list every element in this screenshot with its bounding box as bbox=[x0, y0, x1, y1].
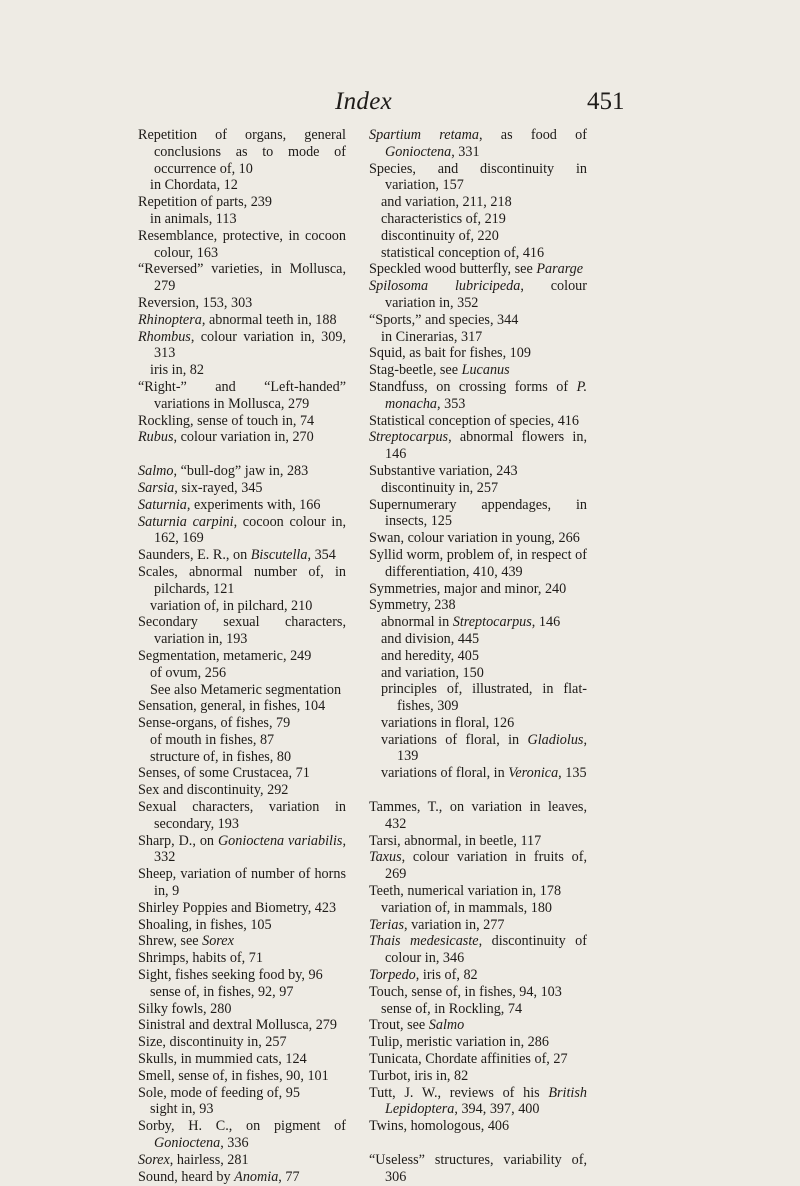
entry-text: sense of, in fishes, 92, 97 bbox=[150, 983, 294, 1000]
italic-term: Pararge bbox=[536, 261, 584, 278]
index-entry bbox=[138, 194, 346, 211]
entry-text: Sexual characters, variation in secondary, 193 bbox=[138, 799, 346, 832]
index-entry bbox=[369, 1068, 587, 1085]
entry-text: variations of floral, in bbox=[381, 765, 509, 782]
entry-text: Resemblance, protective, in cocoon colour, 163 bbox=[138, 227, 346, 261]
entry-text: statistical conception of, 416 bbox=[381, 244, 545, 261]
entry-text: Sight, fishes seeking food by, 96 bbox=[138, 967, 323, 984]
index-entry bbox=[369, 530, 587, 547]
index-column-left bbox=[138, 127, 346, 1185]
index-entry bbox=[369, 497, 587, 531]
italic-term: P. monacha bbox=[385, 378, 587, 412]
index-entry bbox=[138, 480, 346, 497]
entry-text: , discontinuity of colour in, 346 bbox=[385, 933, 587, 967]
index-subentry bbox=[138, 984, 346, 1001]
entry-text: sight in, 93 bbox=[150, 1101, 214, 1118]
italic-term: Streptocarpus bbox=[452, 614, 532, 631]
index-entry bbox=[138, 782, 346, 799]
index-entry bbox=[369, 345, 587, 362]
entry-text: , colour variation in, 270 bbox=[173, 429, 314, 446]
entry-text: Sound, heard by bbox=[138, 1168, 235, 1185]
entry-text: Sole, mode of feeding of, 95 bbox=[138, 1084, 300, 1101]
italic-term: Salmo bbox=[138, 463, 174, 480]
index-subentry bbox=[138, 665, 346, 682]
italic-term: British Lepidoptera bbox=[385, 1084, 587, 1118]
italic-term: Salmo bbox=[428, 1017, 465, 1034]
section-gap bbox=[369, 1135, 587, 1152]
entry-text: Reversion, 153, 303 bbox=[138, 294, 253, 311]
entry-text: Shoaling, in fishes, 105 bbox=[138, 916, 272, 933]
entry-text: Rockling, sense of touch in, 74 bbox=[138, 412, 315, 429]
entry-text: discontinuity of, 220 bbox=[381, 227, 499, 244]
italic-term: Torpedo bbox=[369, 967, 416, 984]
italic-term: Rubus bbox=[138, 429, 174, 446]
entry-text: variation of, in pilchard, 210 bbox=[150, 597, 313, 614]
entry-text: of ovum, 256 bbox=[150, 664, 227, 681]
index-entry bbox=[138, 715, 346, 732]
index-entry bbox=[369, 261, 587, 278]
entry-text: variations of floral, in bbox=[381, 731, 528, 748]
index-entry bbox=[369, 833, 587, 850]
index-entry bbox=[138, 463, 346, 480]
entry-text: Tutt, J. W., reviews of his bbox=[369, 1084, 549, 1101]
index-subentry bbox=[369, 329, 587, 346]
index-subentry bbox=[369, 194, 587, 211]
section-gap bbox=[369, 782, 587, 799]
entry-text: , 353 bbox=[437, 395, 466, 412]
index-entry bbox=[138, 933, 346, 950]
entry-text: , 336 bbox=[220, 1135, 249, 1152]
entry-text: , as food of bbox=[478, 127, 587, 143]
entry-text: Twins, homologous, 406 bbox=[369, 1118, 510, 1135]
italic-term: Sorex bbox=[202, 933, 234, 950]
index-entry bbox=[138, 547, 346, 564]
index-entry bbox=[138, 127, 346, 177]
entry-text: Sorby, H. C., on pigment of bbox=[138, 1118, 346, 1135]
index-entry bbox=[369, 1152, 587, 1186]
entry-text: Stag-beetle, see bbox=[369, 362, 462, 379]
index-entry bbox=[369, 547, 587, 581]
italic-term: Veronica bbox=[508, 765, 559, 782]
index-entry bbox=[369, 581, 587, 598]
index-subentry bbox=[369, 614, 587, 631]
entry-text: abnormal in bbox=[381, 614, 453, 631]
entry-text: and variation, 211, 218 bbox=[381, 194, 512, 211]
index-entry bbox=[369, 1051, 587, 1068]
index-entry bbox=[138, 900, 346, 917]
entry-text: “Reversed” varieties, in Mollusca, 279 bbox=[138, 261, 346, 295]
entry-text: , colour variation in fruits of, 269 bbox=[385, 849, 587, 883]
italic-term: Terias bbox=[369, 916, 404, 933]
index-entry bbox=[138, 261, 346, 295]
italic-term: Lucanus bbox=[461, 362, 510, 379]
entry-text: , “bull-dog” jaw in, 283 bbox=[173, 463, 309, 480]
index-entry bbox=[138, 1169, 346, 1186]
index-entry bbox=[138, 833, 346, 867]
entry-text: Scales, abnormal number of, in pilchards, 121 bbox=[138, 563, 346, 597]
index-entry bbox=[369, 278, 587, 312]
index-entry bbox=[369, 1017, 587, 1034]
entry-text: , 139 bbox=[397, 731, 587, 765]
index-subentry bbox=[369, 211, 587, 228]
index-entry bbox=[369, 1085, 587, 1119]
entry-text: Sex and discontinuity, 292 bbox=[138, 782, 289, 799]
entry-text: , variation in, 277 bbox=[403, 916, 505, 933]
entry-text: Species, and discontinuity in variation, 157 bbox=[369, 160, 587, 194]
index-entry bbox=[138, 1068, 346, 1085]
entry-text: Turbot, iris in, 82 bbox=[369, 1067, 469, 1084]
italic-term: Gonioctena bbox=[154, 1135, 221, 1152]
index-entry bbox=[369, 463, 587, 480]
index-entry bbox=[369, 933, 587, 967]
index-subentry bbox=[369, 765, 587, 782]
index-entry bbox=[138, 429, 346, 446]
entry-text: Tunicata, Chordate affinities of, 27 bbox=[369, 1051, 568, 1068]
entry-text: , 332 bbox=[154, 832, 346, 866]
entry-text: Saunders, E. R., on bbox=[138, 547, 251, 564]
entry-text: Skulls, in mummied cats, 124 bbox=[138, 1051, 307, 1068]
entry-text: , hairless, 281 bbox=[169, 1151, 249, 1168]
entry-text: structure of, in fishes, 80 bbox=[150, 748, 292, 765]
entry-text: Sheep, variation of number of horns in, 9 bbox=[138, 866, 346, 900]
italic-term: Gonioctena variabilis bbox=[217, 832, 343, 849]
entry-text: Trout, see bbox=[369, 1017, 429, 1034]
entry-text: , abnormal flowers in, 146 bbox=[385, 429, 587, 463]
entry-text: variations in floral, 126 bbox=[381, 714, 515, 731]
entry-text: Silky fowls, 280 bbox=[138, 1000, 232, 1017]
running-header bbox=[0, 88, 800, 124]
index-subentry bbox=[138, 682, 346, 699]
entry-text: variation of, in mammals, 180 bbox=[381, 899, 553, 916]
index-entry bbox=[138, 295, 346, 312]
index-subentry bbox=[369, 665, 587, 682]
index-entry bbox=[369, 127, 587, 161]
entry-text: in Chordata, 12 bbox=[150, 177, 238, 194]
entry-text: in Cinerarias, 317 bbox=[381, 328, 483, 345]
entry-text: “Right-” and “Left-handed” variations in Mollusca, 279 bbox=[138, 378, 346, 412]
index-entry bbox=[369, 799, 587, 833]
index-entry bbox=[369, 849, 587, 883]
index-subentry bbox=[369, 1001, 587, 1018]
page-title: Index bbox=[335, 88, 393, 115]
index-entry bbox=[369, 413, 587, 430]
entry-text: Standfuss, on crossing forms of bbox=[369, 378, 577, 395]
entry-text: Substantive variation, 243 bbox=[369, 462, 518, 479]
index-entry bbox=[138, 312, 346, 329]
entry-text: Tammes, T., on variation in leaves, 432 bbox=[369, 799, 587, 832]
entry-text: Syllid worm, problem of, in respect of differentiation, 410, 439 bbox=[369, 546, 587, 580]
italic-term: Spilosoma lubricipeda bbox=[369, 278, 521, 295]
entry-text: and division, 445 bbox=[381, 630, 480, 647]
entry-text: , colour variation in, 309, 313 bbox=[154, 328, 346, 362]
entry-text: Sinistral and dextral Mollusca, 279 bbox=[138, 1017, 337, 1034]
index-subentry bbox=[138, 362, 346, 379]
index-entry bbox=[138, 564, 346, 598]
index-subentry bbox=[138, 1101, 346, 1118]
index-subentry bbox=[369, 900, 587, 917]
italic-term: Spartium retama bbox=[369, 127, 479, 143]
index-entry bbox=[138, 379, 346, 413]
entry-text: , 135 bbox=[558, 765, 587, 782]
index-entry bbox=[138, 765, 346, 782]
italic-term: Anomia bbox=[234, 1168, 279, 1185]
entry-text: Repetition of parts, 239 bbox=[138, 194, 272, 211]
italic-term: Taxus bbox=[369, 849, 402, 866]
index-entry bbox=[369, 1118, 587, 1135]
index-entry bbox=[138, 866, 346, 900]
index-subentry bbox=[369, 681, 587, 715]
entry-text: Swan, colour variation in young, 266 bbox=[369, 530, 580, 547]
entry-text: Tulip, meristic variation in, 286 bbox=[369, 1034, 549, 1051]
index-entry bbox=[369, 1034, 587, 1051]
index-subentry bbox=[369, 228, 587, 245]
italic-term: Streptocarpus bbox=[369, 429, 449, 446]
index-entry bbox=[138, 1085, 346, 1102]
entry-text: Senses, of some Crustacea, 71 bbox=[138, 765, 310, 782]
entry-text: Symmetries, major and minor, 240 bbox=[369, 580, 567, 597]
entry-text: , iris of, 82 bbox=[415, 967, 478, 984]
entry-text: characteristics of, 219 bbox=[381, 210, 506, 227]
entry-text: , colour variation in, 352 bbox=[385, 278, 588, 311]
index-entry bbox=[138, 967, 346, 984]
entry-text: in animals, 113 bbox=[150, 210, 237, 227]
index-entry bbox=[138, 497, 346, 514]
index-subentry bbox=[138, 749, 346, 766]
entry-text: , six-rayed, 345 bbox=[174, 479, 263, 496]
entry-text: “Useless” structures, variability of, 306 bbox=[369, 1152, 587, 1185]
entry-text: , 331 bbox=[451, 143, 480, 160]
italic-term: Rhombus bbox=[138, 328, 191, 345]
section-gap bbox=[138, 446, 346, 463]
italic-term: Rhinoptera bbox=[138, 311, 202, 328]
index-entry bbox=[138, 329, 346, 363]
entry-text: principles of, illustrated, in flat-fishes, 309 bbox=[381, 681, 587, 715]
index-entry bbox=[369, 917, 587, 934]
entry-text: Statistical conception of species, 416 bbox=[369, 412, 579, 429]
index-entry bbox=[138, 614, 346, 648]
index-entry bbox=[369, 362, 587, 379]
entry-text: Sensation, general, in fishes, 104 bbox=[138, 698, 326, 715]
index-entry bbox=[369, 312, 587, 329]
entry-text: Segmentation, metameric, 249 bbox=[138, 647, 312, 664]
entry-text: iris in, 82 bbox=[150, 362, 204, 379]
index-entry bbox=[138, 1017, 346, 1034]
entry-text: , abnormal teeth in, 188 bbox=[201, 311, 337, 328]
entry-text: Teeth, numerical variation in, 178 bbox=[369, 883, 562, 900]
index-entry bbox=[138, 648, 346, 665]
entry-text: Shrimps, habits of, 71 bbox=[138, 950, 263, 967]
index-subentry bbox=[369, 480, 587, 497]
index-subentry bbox=[138, 598, 346, 615]
entry-text: Smell, sense of, in fishes, 90, 101 bbox=[138, 1067, 329, 1084]
index-subentry bbox=[369, 715, 587, 732]
italic-term: Sarsia bbox=[138, 479, 175, 496]
index-entry bbox=[369, 161, 587, 195]
index-column-right bbox=[369, 127, 587, 1186]
entry-text: discontinuity in, 257 bbox=[381, 479, 499, 496]
entry-text: Tarsi, abnormal, in beetle, 117 bbox=[369, 832, 542, 849]
index-entry bbox=[138, 1001, 346, 1018]
entry-text: , 354 bbox=[307, 547, 336, 564]
entry-text: , 146 bbox=[531, 614, 561, 631]
index-entry bbox=[138, 413, 346, 430]
italic-term: Thais medesicaste bbox=[369, 933, 479, 950]
entry-text: of mouth in fishes, 87 bbox=[150, 731, 275, 748]
index-subentry bbox=[369, 732, 587, 766]
italic-term: Saturnia bbox=[138, 496, 187, 513]
index-entry bbox=[138, 1118, 346, 1152]
entry-text: Secondary sexual characters, variation in, 193 bbox=[138, 614, 346, 648]
entry-text: See also Metameric segmentation bbox=[150, 681, 342, 698]
italic-term: Gonioctena bbox=[385, 143, 452, 160]
entry-text: Sharp, D., on bbox=[138, 832, 218, 849]
entry-text: sense of, in Rockling, 74 bbox=[381, 1000, 523, 1017]
index-entry bbox=[138, 799, 346, 833]
index-entry bbox=[369, 967, 587, 984]
index-subentry bbox=[138, 177, 346, 194]
index-entry bbox=[369, 883, 587, 900]
italic-term: Sorex bbox=[138, 1151, 170, 1168]
entry-text: and heredity, 405 bbox=[381, 647, 479, 664]
entry-text: Squid, as bait for fishes, 109 bbox=[369, 345, 531, 362]
index-entry bbox=[138, 1051, 346, 1068]
entry-text: Speckled wood butterfly, see bbox=[369, 261, 537, 278]
index-subentry bbox=[138, 732, 346, 749]
entry-text: Shrew, see bbox=[138, 933, 203, 950]
index-subentry bbox=[138, 211, 346, 228]
italic-term: Gladiolus bbox=[527, 731, 584, 748]
entry-text: , 77 bbox=[278, 1168, 300, 1185]
index-entry bbox=[138, 514, 346, 548]
page-number: 451 bbox=[587, 88, 625, 115]
index-entry bbox=[138, 1152, 346, 1169]
index-entry bbox=[138, 917, 346, 934]
index-entry bbox=[138, 1034, 346, 1051]
italic-term: Biscutella bbox=[250, 547, 308, 564]
entry-text: , cocoon colour in, 162, 169 bbox=[154, 513, 347, 547]
entry-text: , experiments with, 166 bbox=[186, 496, 321, 513]
index-entry bbox=[369, 379, 587, 413]
italic-term: Saturnia carpini bbox=[138, 513, 234, 530]
index-subentry bbox=[369, 648, 587, 665]
entry-text: and variation, 150 bbox=[381, 664, 484, 681]
index-entry bbox=[369, 984, 587, 1001]
index-entry bbox=[138, 698, 346, 715]
index-entry bbox=[138, 228, 346, 262]
index-entry bbox=[138, 950, 346, 967]
entry-text: “Sports,” and species, 344 bbox=[369, 311, 519, 328]
index-subentry bbox=[369, 245, 587, 262]
index-entry bbox=[369, 429, 587, 463]
entry-text: Symmetry, 238 bbox=[369, 597, 456, 614]
entry-text: , 394, 397, 400 bbox=[454, 1101, 540, 1118]
entry-text: Sense-organs, of fishes, 79 bbox=[138, 715, 291, 732]
entry-text: Shirley Poppies and Biometry, 423 bbox=[138, 899, 337, 916]
entry-text: Repetition of organs, general conclusions as to mode of occurrence of, 10 bbox=[138, 127, 346, 177]
index-entry bbox=[369, 597, 587, 614]
entry-text: Size, discontinuity in, 257 bbox=[138, 1034, 287, 1051]
entry-text: Supernumerary appendages, in insects, 125 bbox=[369, 496, 587, 530]
index-subentry bbox=[369, 631, 587, 648]
entry-text: Touch, sense of, in fishes, 94, 103 bbox=[369, 983, 562, 1000]
